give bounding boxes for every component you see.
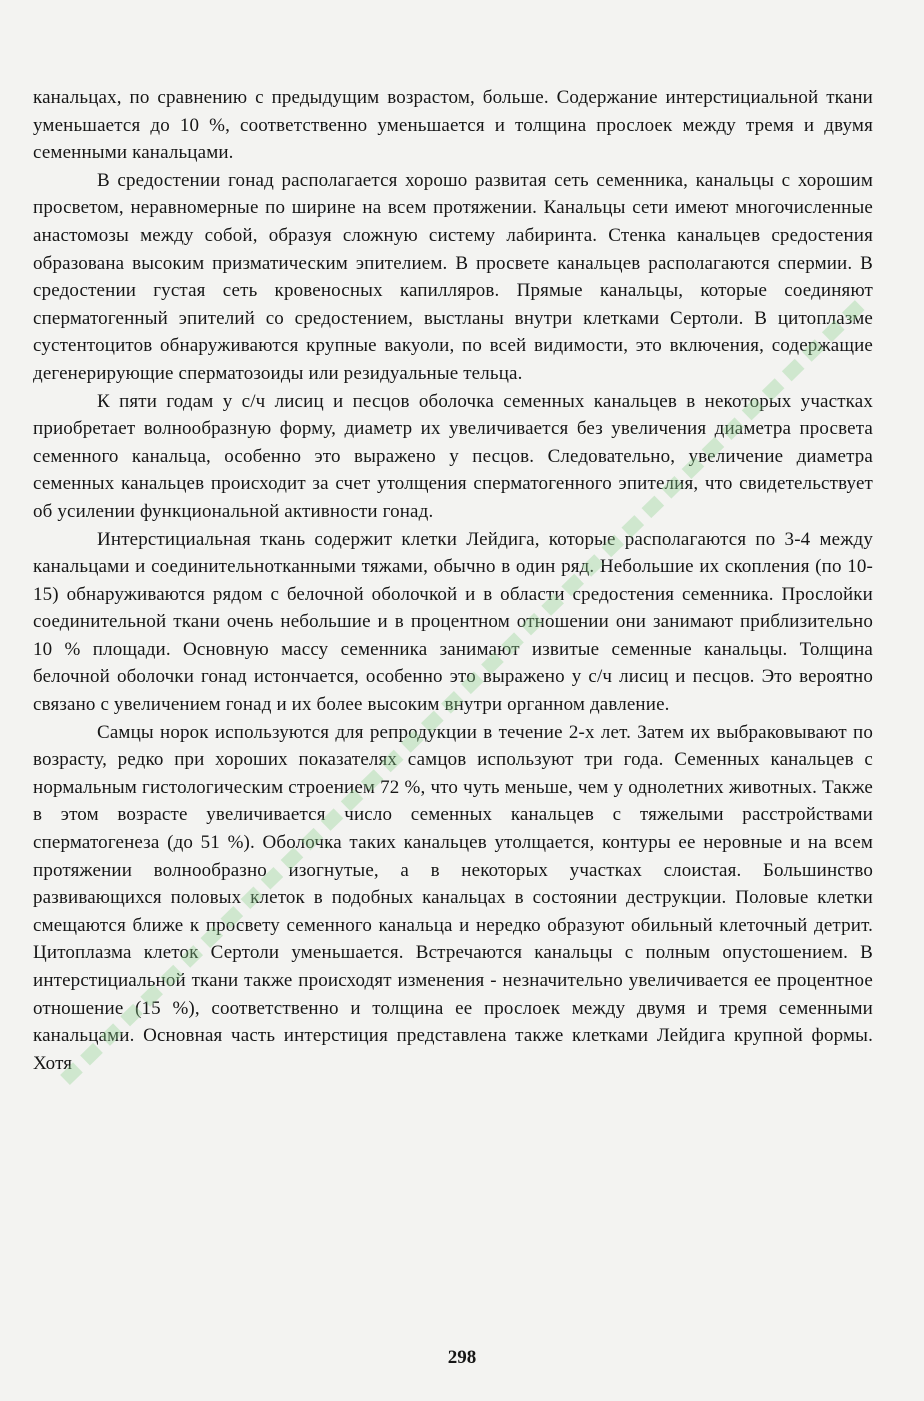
paragraph-1: канальцах, по сравнению с предыдущим возрастом, больше. Содержание интерстициальной ткани уменьшается до 10 %, соответственно уменьшается и толщина прослоек между тремя и двумя семенными канальцами. xyxy=(33,87,873,164)
paragraph-3: К пяти годам у с/ч лисиц и песцов оболочка семенных канальцев в некоторых участках приобретает волнообразную форму, диаметр их увеличивается без увеличения диаметра просвета семенного канальца, особенно это выражено у песцов. Следовательно, увеличение диаметра семенных канальцев происходит за счет утолщения сперматогенного эпителия, что свидетельствует об усилении функциональной активности гонад. xyxy=(33,390,873,522)
page-number: 298 xyxy=(447,1347,477,1368)
paragraph-5: Самцы норок используются для репродукции в течение 2-х лет. Затем их выбраковывают по возрасту, редко при хороших показателях самцов используют три года. Семенных канальцев с нормальным гистологическим строением 72 %, что чуть меньше, чем у однолетних животных. Также в этом возрасте увеличивается число семенных канальцев с тяжелыми расстройствами сперматогенеза (до 51 %). Оболочка таких канальцев утолщается, контуры ее неровные и на всем протяжении волнообразно изогнутые, а в некоторых участках слоистая. Большинство развивающихся половых клеток в подобных канальцах в состоянии деструкции. Половые клетки смещаются ближе к просвету семенного канальца и нередко образуют обильный клеточный детрит. Цитоплазма клеток Сертоли уменьшается. Встречаются канальцы с полным опустошением. В интерстициальной ткани также происходят изменения - незначительно увеличивается ее процентное отношение (15 %), соответственно и толщина ее прослоек между двумя и тремя семенными канальцами. Основная часть интерстиция представлена также клетками Лейдига крупной формы. Хотя xyxy=(33,721,873,1074)
paragraph-2: В средостении гонад располагается хорошо развитая сеть семенника, канальцы с хорошим просветом, неравномерные по ширине на всем протяжении. Канальцы сети имеют многочисленные анастомозы между собой, образуя сложную систему лабиринта. Стенка канальцев средостения образована высоким призматическим эпителием. В просвете канальцев располагаются спермии. В средостении густая сеть кровеносных капилляров. Прямые канальцы, которые соединяют сперматогенный эпителий со средостением, выстланы внутри клетками Сертоли. В цитоплазме сустентоцитов обнаруживаются крупные вакуоли, по всей видимости, это включения, содержащие дегенерирующие сперматозоиды или резидуальные тельца. xyxy=(33,169,873,384)
paragraph-4: Интерстициальная ткань содержит клетки Лейдига, которые располагаются по 3-4 между канальцами и соединительнотканными тяжами, обычно в один ряд. Небольшие их скопления (по 10-15) обнаруживаются рядом с белочной оболочкой и в области средостения семенника. Прослойки соединительной ткани очень небольшие и в процентном отношении они занимают приблизительно 10 % площади. Основную массу семенника занимают извитые семенные канальцы. Толщина белочной оболочки гонад истончается, особенно это выражено у с/ч лисиц и песцов. Это вероятно связано с увеличением гонад и их более высоким внутри органном давление. xyxy=(33,528,873,716)
page-body xyxy=(33,84,873,1077)
